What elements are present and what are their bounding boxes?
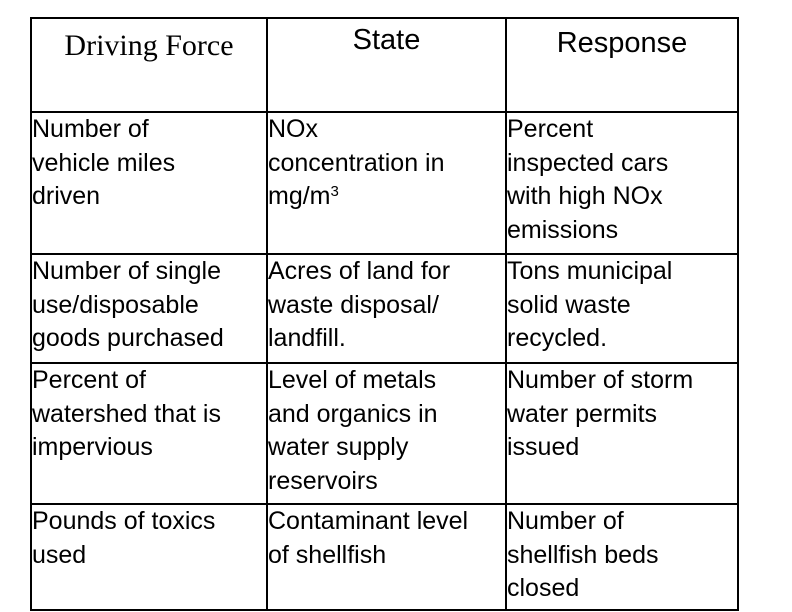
header-response: Response [506,18,738,112]
state-cell: Acres of land for waste disposal/ landfill. [267,254,506,363]
indicator-table [30,17,739,611]
header-row [31,18,738,112]
state-cell [267,112,506,254]
response-cell: Number of storm water permits issued [506,363,738,504]
table-row [31,112,738,254]
table-row [31,504,738,610]
header-driving-force: Driving Force [31,18,267,112]
response-cell: Number of shellfish beds closed [506,504,738,610]
state-cell-text: NOx concentration in mg/m [268,115,445,210]
response-cell: Tons municipal solid waste recycled. [506,254,738,363]
state-cell: Contaminant level of shellfish [267,504,506,610]
header-state: State [267,18,506,112]
superscript-text: 3 [330,183,339,200]
driving-force-cell: Number of vehicle miles driven [31,112,267,254]
driving-force-cell: Number of single use/disposable goods purchased [31,254,267,363]
driving-force-cell: Pounds of toxics used [31,504,267,610]
driving-force-cell: Percent of watershed that is impervious [31,363,267,504]
table-row [31,363,738,504]
state-cell: Level of metals and organics in water supply reservoirs [267,363,506,504]
table-row [31,254,738,363]
response-cell: Percent inspected cars with high NOx emissions [506,112,738,254]
